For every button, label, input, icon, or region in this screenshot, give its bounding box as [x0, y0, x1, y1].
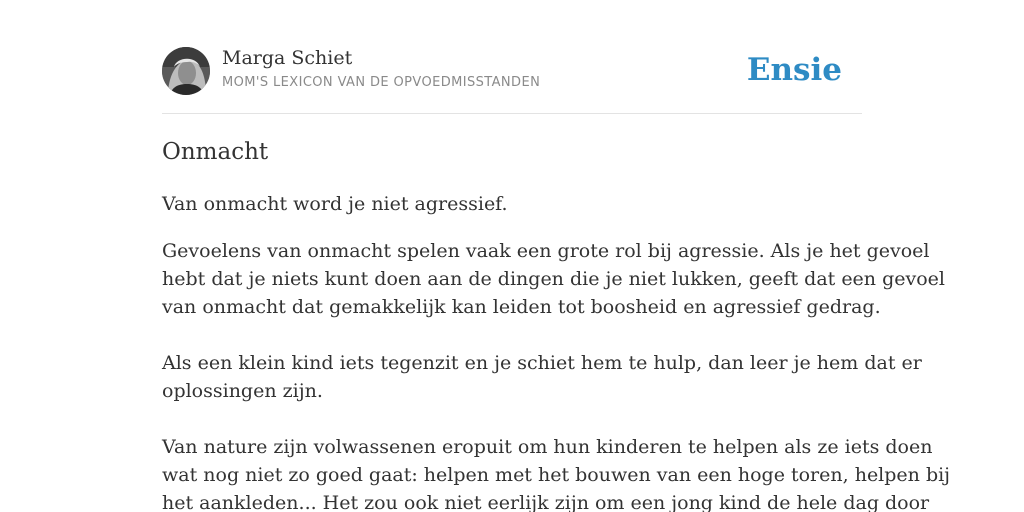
article-header [162, 47, 862, 95]
article-paragraph [162, 349, 922, 405]
article-paragraph [162, 433, 951, 512]
paragraph-line: Gevoelens van onmacht spelen vaak een grote rol bij agressie. Als je het gevoel [162, 240, 930, 262]
article-title: Onmacht [162, 139, 269, 165]
article-body [162, 237, 951, 512]
paragraph-line: wat nog niet zo goed gaat: helpen met het bouwen van een hoge toren, helpen bij [162, 464, 951, 486]
paragraph-line: oplossingen zijn. [162, 380, 323, 402]
ensie-logo[interactable]: Ensie [746, 52, 842, 88]
author-name[interactable]: Marga Schiet [222, 47, 353, 69]
publication-name[interactable]: MOM'S LEXICON VAN DE OPVOEDMISSTANDEN [222, 75, 541, 90]
paragraph-line: het aankleden... Het zou ook niet eerlijk zijn om een jong kind de hele dag door [162, 492, 930, 512]
paragraph-line: Van nature zijn volwassenen eropuit om hun kinderen te helpen als ze iets doen [162, 436, 933, 458]
paragraph-line: Als een klein kind iets tegenzit en je schiet hem te hulp, dan leer je hem dat er [162, 352, 922, 374]
article-paragraph [162, 237, 945, 321]
author-avatar[interactable] [162, 47, 210, 95]
header-divider [162, 113, 862, 114]
article-subtitle: Van onmacht word je niet agressief. [162, 193, 508, 215]
paragraph-line: van onmacht dat gemakkelijk kan leiden tot boosheid en agressief gedrag. [162, 296, 881, 318]
paragraph-line: hebt dat je niets kunt doen aan de dingen die je niet lukken, geeft dat een gevoel [162, 268, 945, 290]
author-portrait-icon [162, 47, 210, 95]
